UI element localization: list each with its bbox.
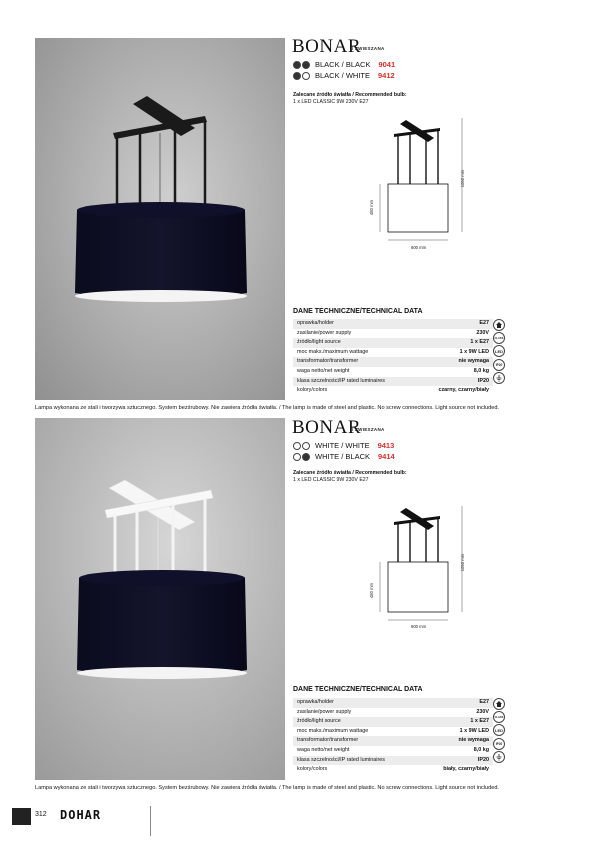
product-photo-black — [35, 38, 285, 400]
spec-label: waga netto/net weight — [293, 746, 421, 756]
variant-label: BLACK / WHITE — [315, 71, 371, 80]
color-swatch-black — [293, 72, 301, 80]
variant-list — [293, 59, 395, 81]
ip20-icon: IP20 — [493, 359, 505, 371]
dimension-width: 600 mm — [411, 245, 427, 250]
spec-value: 1 x E27 — [421, 717, 493, 727]
spec-value: biały, czarny/biały — [421, 765, 493, 775]
color-swatch-white — [293, 442, 301, 450]
dimension-width: 600 mm — [411, 624, 427, 629]
table-row — [293, 338, 493, 348]
spec-label: transformator/transformer — [293, 736, 421, 746]
ground-icon — [493, 372, 505, 384]
dimension-height: 1050 mm — [460, 553, 466, 572]
color-swatch-white — [293, 453, 301, 461]
spec-table — [293, 319, 493, 396]
product-title: BONAR — [292, 417, 362, 438]
color-swatch-black — [302, 61, 310, 69]
spec-label: oprawka/holder — [293, 319, 417, 329]
color-swatch-white — [302, 442, 310, 450]
product-type: / ZWIESZANA — [352, 427, 385, 432]
spec-value: czarny, czarny/biały — [417, 386, 493, 396]
dimension-shade-height: 480 mm — [369, 199, 375, 216]
certification-icons — [493, 698, 507, 764]
spec-label: moc maks./maximum wattage — [293, 727, 421, 737]
table-row — [293, 377, 493, 387]
footer-divider — [150, 806, 151, 836]
spec-value: nie wymaga — [421, 736, 493, 746]
table-row — [293, 756, 493, 766]
certification-icons — [493, 319, 507, 385]
spec-value: 8,0 kg — [421, 746, 493, 756]
spec-value: 1 x 9W LED — [421, 727, 493, 737]
variant-label: WHITE / WHITE — [315, 441, 370, 450]
spec-value: 1 x E27 — [417, 338, 493, 348]
home-icon — [493, 698, 505, 710]
table-row — [293, 746, 493, 756]
table-row — [293, 727, 493, 737]
variant-code: 9412 — [378, 71, 395, 80]
table-row — [293, 357, 493, 367]
product-caption: Lampa wykonana ze stali i tworzywa sztucznego. System bezśrubowy. Nie zawiera źródła światła. / The lamp is made of steel and plastic. No screw connections. Light source not included. — [35, 405, 499, 411]
spec-table — [293, 698, 493, 775]
spec-value: E27 — [421, 698, 493, 708]
bulb-value: 1 x LED CLASSIC 9W 230V E27 — [293, 99, 369, 105]
spec-value: 230V — [421, 708, 493, 718]
recommended-bulb — [293, 92, 407, 106]
bulb-heading: Zalecane źródło światła / Recommended bulb: — [293, 470, 407, 476]
tech-data-title: DANE TECHNICZNE/TECHNICAL DATA — [293, 686, 423, 693]
table-row — [293, 708, 493, 718]
table-row — [293, 329, 493, 339]
variant-label: BLACK / BLACK — [315, 60, 371, 69]
table-row — [293, 348, 493, 358]
color-swatch-black — [302, 453, 310, 461]
product-photo-white — [35, 418, 285, 780]
spec-label: zasilanie/power supply — [293, 329, 417, 339]
spec-label: źródło/light source — [293, 338, 417, 348]
product-title: BONAR — [292, 36, 362, 57]
color-swatch-black — [293, 61, 301, 69]
bulb-value: 1 x LED CLASSIC 9W 230V E27 — [293, 477, 369, 483]
led-icon: LED — [493, 345, 505, 357]
home-icon — [493, 319, 505, 331]
variant-code: 9041 — [378, 60, 396, 69]
table-row — [293, 765, 493, 775]
table-row — [293, 698, 493, 708]
spec-label: klasa szczelności/IP rated luminaires — [293, 756, 421, 766]
spec-label: kolory/colors — [293, 386, 417, 396]
table-row — [293, 386, 493, 396]
variant-list — [293, 440, 395, 462]
variant-code: 9414 — [378, 452, 395, 461]
variant-item — [293, 451, 395, 462]
spec-value: 230V — [417, 329, 493, 339]
class-icon: CLASS — [493, 332, 505, 344]
product-caption: Lampa wykonana ze stali i tworzywa sztucznego. System bezśrubowy. Nie zawiera źródła światła. / The lamp is made of steel and plastic. No screw connections. Light source not included. — [35, 785, 499, 791]
variant-label: WHITE / BLACK — [315, 452, 371, 461]
spec-label: klasa szczelności/IP rated luminaires — [293, 377, 417, 387]
page-number: 312 — [35, 811, 47, 818]
spec-label: kolory/colors — [293, 765, 421, 775]
color-swatch-white — [302, 72, 310, 80]
class-icon: CLASS — [493, 711, 505, 723]
recommended-bulb — [293, 470, 407, 484]
spec-value: IP20 — [421, 756, 493, 766]
table-row — [293, 736, 493, 746]
spec-label: transformator/transformer — [293, 357, 417, 367]
spec-label: moc maks./maximum wattage — [293, 348, 417, 358]
spec-value: 1 x 9W LED — [417, 348, 493, 358]
ground-icon — [493, 751, 505, 763]
spec-label: oprawka/holder — [293, 698, 421, 708]
spec-value: E27 — [417, 319, 493, 329]
table-row — [293, 367, 493, 377]
table-row — [293, 319, 493, 329]
table-row — [293, 717, 493, 727]
variant-code: 9413 — [377, 441, 395, 450]
ip20-icon: IP20 — [493, 738, 505, 750]
spec-label: źródło/light source — [293, 717, 421, 727]
spec-label: zasilanie/power supply — [293, 708, 421, 718]
product-type: / ZWIESZANA — [352, 46, 385, 51]
spec-value: nie wymaga — [417, 357, 493, 367]
brand-logo: DOHAR — [60, 808, 102, 822]
variant-item — [293, 70, 395, 81]
spec-label: waga netto/net weight — [293, 367, 417, 377]
spec-value: 8,0 kg — [417, 367, 493, 377]
bulb-heading: Zalecane źródło światła / Recommended bulb: — [293, 92, 407, 98]
dimension-shade-height: 480 mm — [369, 582, 375, 599]
led-icon: LED — [493, 724, 505, 736]
tech-data-title: DANE TECHNICZNE/TECHNICAL DATA — [293, 308, 423, 315]
spec-value: IP20 — [417, 377, 493, 387]
variant-item — [293, 440, 395, 451]
dimension-height: 1060 mm — [460, 169, 466, 188]
footer-marker — [12, 808, 31, 825]
variant-item — [293, 59, 395, 70]
